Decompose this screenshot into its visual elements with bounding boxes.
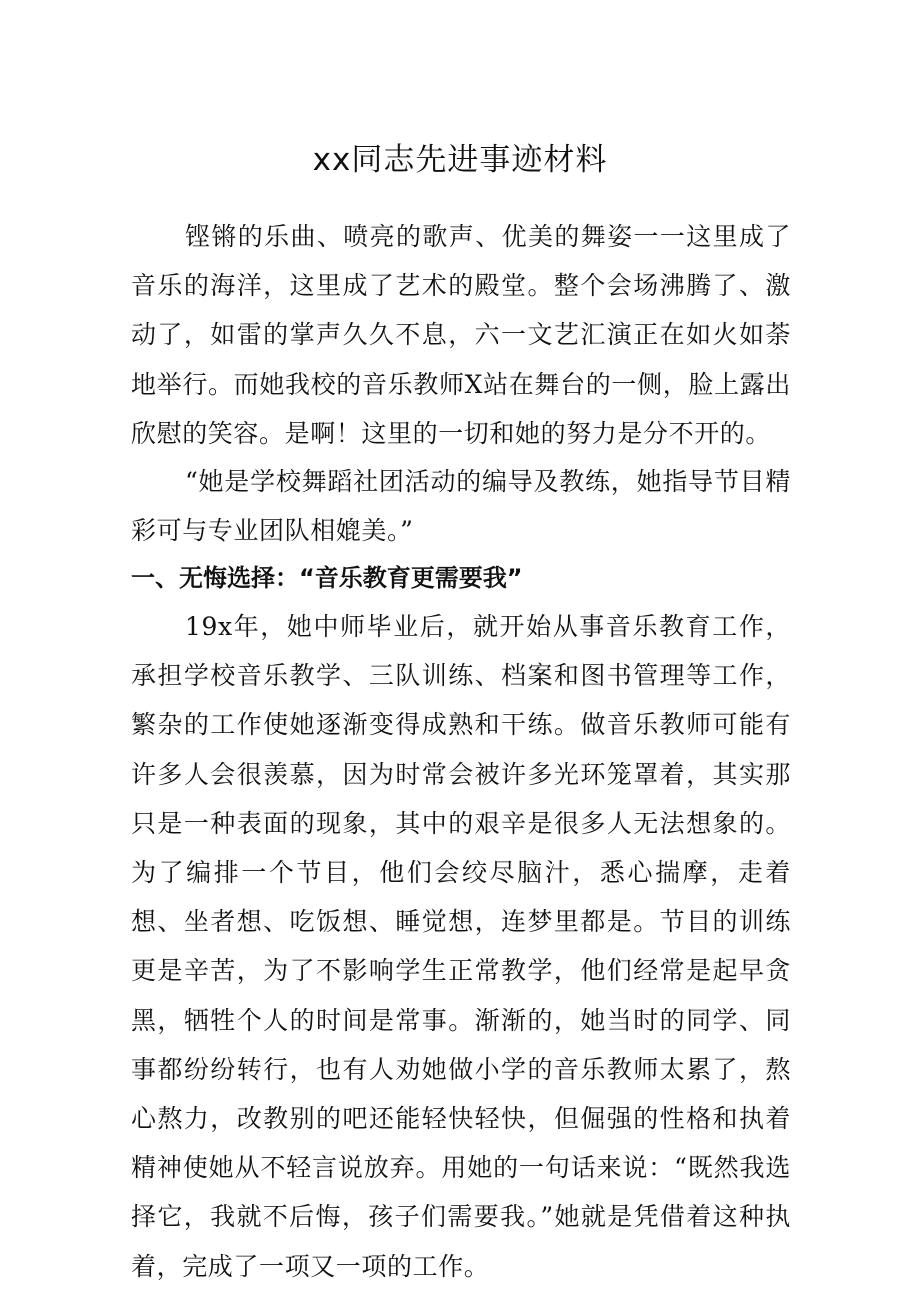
quote-paragraph: “她是学校舞蹈社团活动的编导及教练，她指导节目精彩可与专业团队相媲美。”: [131, 467, 791, 546]
intro-paragraph: 铿锵的乐曲、喷亮的歌声、优美的舞姿一一这里成了音乐的海洋，这里成了艺术的殿堂。整个会场沸腾了、激动了，如雷的掌声久久不息，六一文艺汇演正在如火如荼地举行。而她我校的音乐教师X站在舞台的一侧，脸上露出欣慰的笑容。是啊！这里的一切和她的努力是分不开的。: [131, 222, 791, 448]
document-title: xx同志先进事迹材料: [312, 142, 608, 178]
section-paragraph: 19x年，她中师毕业后，就开始从事音乐教育工作，承担学校音乐教学、三队训练、档案和图书管理等工作，繁杂的工作使她逐渐变得成熟和干练。做音乐教师可能有许多人会很羡慕，因为时常会被许多光环笼罩着，其实那只是一种表面的现象，其中的艰辛是很多人无法想象的。为了编排一个节目，他们会绞尽脑汁，悉心揣摩，走着想、坐者想、吃饭想、睡觉想，连梦里都是。节目的训练更是辛苦，为了不影响学生正常教学，他们经常是起早贪黑，牺牲个人的时间是常事。渐渐的，她当时的同学、同事都纷纷转行，也有人劝她做小学的音乐教师太累了，熬心熬力，改教别的吧还能轻快轻快，但倔强的性格和执着精神使她从不轻言说放弃。用她的一句话来说：“既然我选择它，我就不后悔，孩子们需要我。”她就是凭借着这种执着，完成了一项又一项的工作。: [131, 612, 791, 1281]
section-heading: 一、无悔选择：“音乐教育更需要我”: [131, 564, 523, 592]
